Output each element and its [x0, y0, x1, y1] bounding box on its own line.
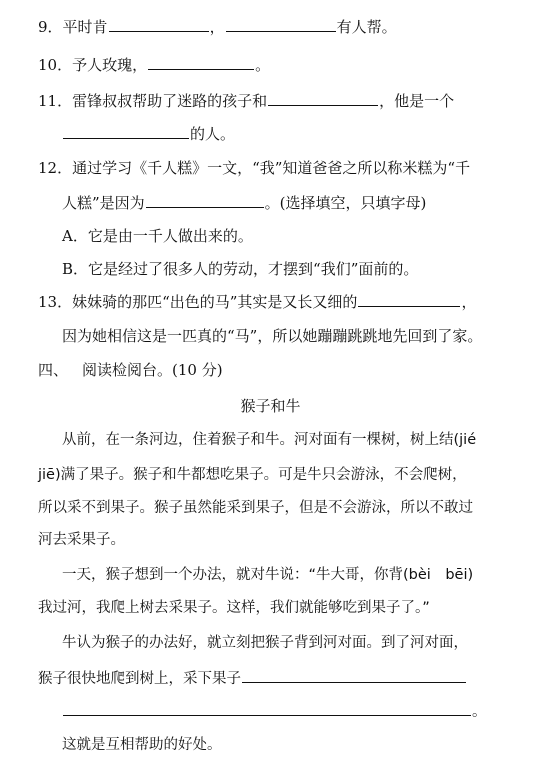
story-p1-line-3: 所以采不到果子。猴子虽然能采到果子，但是不会游泳，所以不敢过 [38, 500, 473, 516]
q13-line-2: 因为她相信这是一匹真的“马”，所以她蹦蹦跳跳地先回到了家。 [62, 327, 483, 345]
story-p2-line-1: 一天，猴子想到一个办法，就对牛说：“牛大哥，你背(bèi bēi) [62, 567, 474, 583]
q11-blank-1[interactable] [268, 91, 378, 106]
section-4-title: 阅读检阅台。(10 分) [82, 361, 223, 379]
q9-text-a: 平时肯 [62, 18, 108, 36]
story-p1-line-4: 河去采果子。 [38, 532, 125, 548]
story-p3-line-2 [38, 668, 467, 689]
q10-text-b: 。 [255, 56, 271, 74]
story-blank-2[interactable] [63, 701, 471, 716]
q9-blank-2[interactable] [226, 17, 336, 32]
q13-line-1: 妹妹骑的那匹“出色的马”其实是又长又细的 [72, 293, 358, 311]
q9-text-b: 有人帮。 [336, 18, 397, 36]
q12-line-2a: 人糕”是因为 [62, 194, 145, 212]
q11-blank-2[interactable] [63, 124, 189, 139]
q12-number: 12． [38, 159, 73, 177]
q11-text-a: 雷锋叔叔帮助了迷路的孩子和 [72, 92, 268, 110]
q10-blank[interactable] [148, 55, 254, 70]
question-12-cont [62, 193, 426, 213]
story-p2-line-2: 我过河，我爬上树去采果子。这样，我们就能够吃到果子了。” [38, 600, 430, 616]
q10-number: 10． [38, 56, 73, 74]
section-4-number: 四、 [38, 361, 69, 379]
q13-line-1-end: ， [461, 293, 477, 311]
q11-text-b: ，他是一个 [379, 92, 455, 110]
story-p3-line-3 [62, 701, 487, 722]
question-11 [38, 91, 454, 111]
story-p3-line-1: 牛认为猴子的办法好，就立刻把猴子背到河对面。到了河对面， [62, 635, 468, 651]
q11-text-c: 的人。 [190, 125, 236, 143]
q10-text-a: 予人玫瑰， [72, 56, 148, 74]
story-title: 猴子和牛 [240, 397, 301, 415]
question-12 [38, 158, 470, 178]
q9-blank-1[interactable] [109, 17, 209, 32]
story-p4: 这就是互相帮助的好处。 [62, 737, 222, 753]
q12-line-2b: 。(选择填空，只填字母) [264, 194, 427, 212]
question-13 [38, 292, 476, 312]
q9-number: 9． [38, 18, 63, 36]
question-9 [38, 17, 397, 37]
q9-sep: ， [209, 18, 225, 36]
story-blank-1[interactable] [242, 668, 466, 683]
q12-option-b: B．它是经过了很多人的劳动，才摆到“我们”面前的。 [62, 260, 419, 278]
q13-blank[interactable] [358, 292, 460, 307]
story-p1-line-1: 从前，在一条河边，住着猴子和牛。河对面有一棵树，树上结(jié [62, 432, 477, 448]
section-4-heading [38, 360, 223, 380]
q11-number: 11． [38, 92, 73, 110]
q12-option-a: A．它是由一千人做出来的。 [62, 227, 253, 245]
story-p3-line-3-end: 。 [472, 704, 487, 720]
story-p3-line-2-text: 猴子很快地爬到树上，采下果子 [38, 671, 241, 687]
question-11-cont [62, 124, 235, 144]
question-10 [38, 55, 270, 75]
q12-blank[interactable] [146, 193, 264, 208]
story-p1-line-2: jiē)满了果子。猴子和牛都想吃果子。可是牛只会游泳，不会爬树， [38, 467, 467, 483]
q13-number: 13． [38, 293, 73, 311]
q12-line-1: 通过学习《千人糕》一文，“我”知道爸爸之所以称米糕为“千 [72, 159, 471, 177]
